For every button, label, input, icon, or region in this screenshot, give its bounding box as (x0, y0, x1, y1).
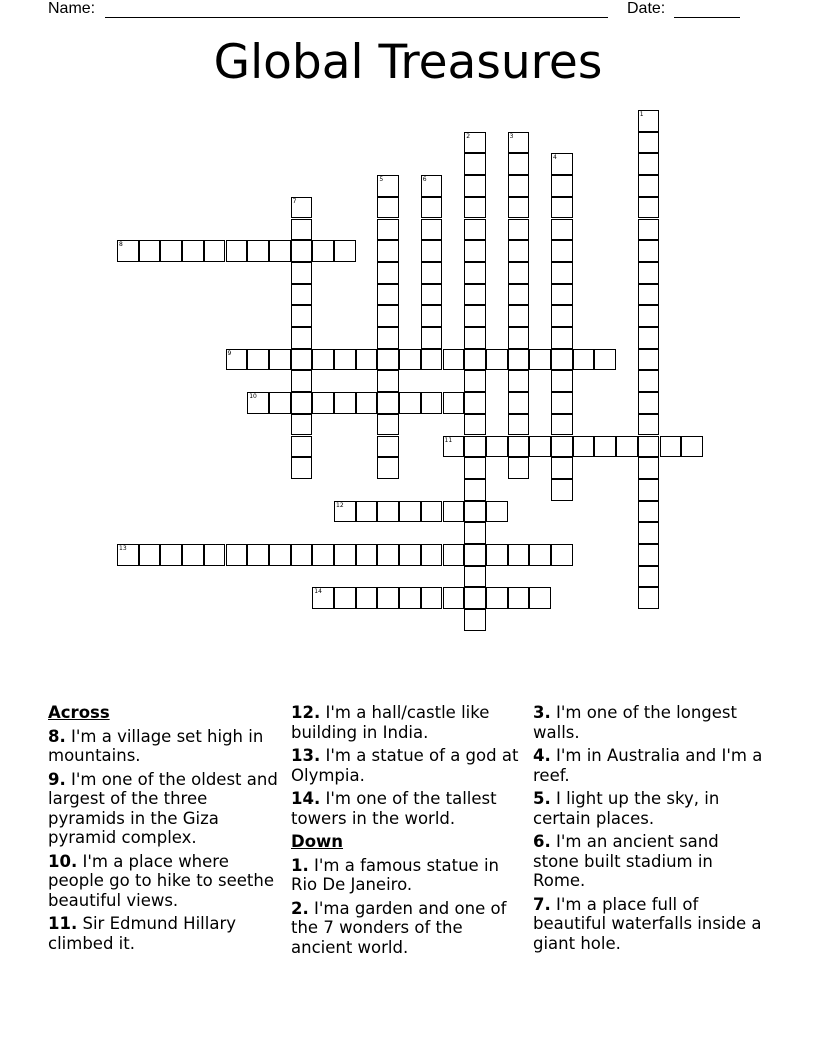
grid-cell[interactable] (464, 370, 486, 392)
grid-cell[interactable] (551, 544, 573, 566)
grid-cell[interactable] (291, 305, 313, 327)
grid-cell[interactable] (399, 544, 421, 566)
grid-cell[interactable] (377, 240, 399, 262)
grid-cell[interactable] (312, 240, 334, 262)
grid-cell[interactable] (421, 305, 443, 327)
grid-cell[interactable] (291, 392, 313, 414)
grid-cell[interactable] (616, 436, 638, 458)
grid-cell[interactable] (464, 587, 486, 609)
clue-text: I'm a place full of beautiful waterfalls inside a giant hole. (533, 894, 762, 953)
grid-cell[interactable] (269, 240, 291, 262)
grid-cell[interactable] (226, 240, 248, 262)
grid-cell[interactable] (638, 501, 660, 523)
clue-number-label: 10. (48, 851, 78, 871)
grid-cell[interactable] (399, 501, 421, 523)
grid-cell[interactable] (356, 392, 378, 414)
grid-cell[interactable] (377, 327, 399, 349)
page-title: Global Treasures (213, 35, 603, 90)
grid-cell[interactable] (464, 392, 486, 414)
grid-cell[interactable] (312, 544, 334, 566)
clues-column-1 (48, 703, 278, 957)
clue-number-label: 7. (533, 894, 551, 914)
clues-column-2 (291, 703, 521, 961)
clue-text: I'm a hall/castle like building in India. (291, 703, 490, 742)
grid-cell[interactable] (638, 457, 660, 479)
grid-cell[interactable] (291, 544, 313, 566)
grid-cell[interactable] (269, 392, 291, 414)
clue (533, 703, 763, 742)
grid-cell[interactable] (421, 349, 443, 371)
grid-cell[interactable] (291, 436, 313, 458)
grid-cell[interactable] (486, 349, 508, 371)
grid-cell[interactable] (269, 349, 291, 371)
clue-number: 14 (314, 588, 322, 596)
grid-cell[interactable] (377, 544, 399, 566)
clue-number: 2 (466, 132, 471, 140)
clue-number: 13 (119, 545, 127, 552)
grid-cell[interactable] (508, 544, 530, 566)
grid-cell[interactable] (334, 587, 356, 609)
grid-cell[interactable] (421, 501, 443, 523)
grid-cell[interactable] (356, 544, 378, 566)
grid-cell[interactable] (551, 327, 573, 349)
clue-number: 3 (509, 132, 514, 140)
clue (533, 895, 763, 954)
grid-cell[interactable] (464, 609, 486, 631)
grid-cell[interactable] (377, 197, 399, 219)
clue-number: 9 (227, 349, 232, 357)
grid-cell[interactable] (377, 587, 399, 609)
clue (48, 852, 278, 911)
clue-number-label: 2. (291, 898, 309, 918)
clue-text: Sir Edmund Hillary climbed it. (48, 914, 236, 953)
grid-cell[interactable] (486, 587, 508, 609)
grid-cell[interactable] (291, 219, 313, 241)
clue-section-heading: Down (291, 832, 344, 851)
grid-cell[interactable] (269, 544, 291, 566)
grid-cell[interactable] (508, 414, 530, 436)
clue-number-label: 13. (291, 746, 321, 765)
grid-cell[interactable] (464, 175, 486, 197)
grid-cell[interactable] (529, 544, 551, 566)
grid-cell[interactable] (551, 479, 573, 501)
grid-cell[interactable] (638, 132, 660, 154)
grid-cell[interactable] (638, 522, 660, 544)
grid-cell[interactable] (291, 370, 313, 392)
grid-cell[interactable] (464, 414, 486, 436)
grid-cell[interactable] (464, 501, 486, 523)
grid-cell[interactable] (356, 587, 378, 609)
grid-cell[interactable] (377, 501, 399, 523)
grid-cell[interactable] (377, 392, 399, 414)
grid-cell[interactable] (377, 370, 399, 392)
grid-cell[interactable] (638, 479, 660, 501)
grid-cell[interactable] (291, 414, 313, 436)
clue (533, 789, 763, 828)
grid-cell[interactable] (464, 522, 486, 544)
grid-cell[interactable] (551, 284, 573, 306)
clue-section-heading: Across (48, 703, 110, 722)
grid-cell[interactable] (551, 414, 573, 436)
clue-number-label: 4. (533, 746, 551, 765)
grid-cell[interactable] (464, 566, 486, 588)
clue (533, 832, 763, 891)
grid-cell[interactable] (377, 305, 399, 327)
grid-cell[interactable] (356, 501, 378, 523)
grid-cell[interactable] (551, 305, 573, 327)
grid-cell[interactable] (421, 262, 443, 284)
grid-cell[interactable] (508, 219, 530, 241)
grid-cell[interactable] (226, 544, 248, 566)
grid-cell[interactable] (638, 349, 660, 371)
grid-cell[interactable] (291, 284, 313, 306)
grid-cell[interactable] (464, 240, 486, 262)
grid-cell[interactable] (551, 370, 573, 392)
grid-cell[interactable] (421, 392, 443, 414)
grid-cell[interactable] (421, 219, 443, 241)
clues-column-3 (533, 703, 763, 957)
date-label: Date: (627, 0, 666, 17)
grid-cell[interactable] (464, 262, 486, 284)
grid-cell[interactable] (638, 219, 660, 241)
grid-cell[interactable] (291, 349, 313, 371)
grid-cell[interactable] (247, 544, 269, 566)
clue-number-label: 14. (291, 789, 321, 808)
grid-cell[interactable] (551, 436, 573, 458)
grid-cell[interactable] (529, 349, 551, 371)
grid-cell[interactable] (421, 544, 443, 566)
grid-cell[interactable] (334, 544, 356, 566)
grid-cell[interactable] (638, 153, 660, 175)
grid-cell[interactable] (508, 305, 530, 327)
grid-cell[interactable] (377, 262, 399, 284)
clue-text: I'm a statue of a god at Olympia. (291, 746, 519, 785)
grid-cell[interactable] (551, 240, 573, 262)
grid-cell[interactable] (377, 284, 399, 306)
name-label: Name: (48, 0, 96, 17)
grid-cell[interactable] (160, 544, 182, 566)
grid-cell[interactable] (182, 240, 204, 262)
clue-text: I'ma garden and one of the 7 wonders of the ancient world. (291, 898, 507, 957)
grid-cell[interactable] (421, 240, 443, 262)
grid-cell[interactable] (247, 349, 269, 371)
grid-cell[interactable] (638, 566, 660, 588)
grid-cell[interactable] (377, 219, 399, 241)
grid-cell[interactable] (508, 457, 530, 479)
clue-text: I'm an ancient sand stone built stadium in Rome. (533, 832, 719, 890)
grid-cell[interactable] (638, 587, 660, 609)
grid-cell[interactable] (377, 414, 399, 436)
clue (48, 727, 278, 766)
grid-cell[interactable] (464, 284, 486, 306)
grid-cell[interactable] (638, 175, 660, 197)
grid-cell[interactable] (334, 349, 356, 371)
grid-cell[interactable] (291, 262, 313, 284)
grid-cell[interactable] (464, 479, 486, 501)
clue (48, 770, 278, 848)
clue-number-label: 12. (291, 703, 321, 722)
grid-cell[interactable] (681, 436, 703, 458)
clue-text: I'm one of the oldest and largest of the three pyramids in the Giza pyramid complex. (48, 769, 278, 847)
grid-cell[interactable] (638, 392, 660, 414)
grid-cell[interactable] (464, 305, 486, 327)
grid-cell[interactable] (486, 501, 508, 523)
grid-cell[interactable] (421, 284, 443, 306)
grid-cell[interactable] (551, 262, 573, 284)
grid-cell[interactable] (638, 262, 660, 284)
grid-cell[interactable] (139, 240, 161, 262)
grid-cell[interactable] (139, 544, 161, 566)
grid-cell[interactable] (399, 392, 421, 414)
grid-cell[interactable] (377, 436, 399, 458)
grid-cell[interactable] (399, 349, 421, 371)
grid-cell[interactable] (638, 370, 660, 392)
clue-text: I'm a famous statue in Rio De Janeiro. (291, 855, 499, 894)
clue-number-label: 11. (48, 914, 78, 933)
clue (291, 899, 521, 958)
grid-cell[interactable] (551, 219, 573, 241)
grid-cell[interactable] (464, 327, 486, 349)
clue-number-label: 5. (533, 789, 551, 808)
grid-cell[interactable] (594, 349, 616, 371)
grid-cell[interactable] (399, 587, 421, 609)
grid-cell[interactable] (508, 262, 530, 284)
clue (291, 703, 521, 742)
grid-cell[interactable] (204, 544, 226, 566)
clue-number-label: 9. (48, 769, 66, 789)
grid-cell[interactable] (508, 153, 530, 175)
clue-text: I'm one of the tallest towers in the world. (291, 789, 497, 828)
clue (48, 914, 278, 953)
clue-number: 5 (379, 176, 384, 184)
grid-cell[interactable] (312, 392, 334, 414)
clue-text: I'm a village set high in mountains. (48, 726, 264, 765)
grid-cell[interactable] (486, 544, 508, 566)
clue (291, 789, 521, 828)
clue-number-label: 8. (48, 726, 66, 746)
grid-cell[interactable] (551, 457, 573, 479)
clue-text: I'm a place where people go to hike to seethe beautiful views. (48, 851, 274, 910)
grid-cell[interactable] (508, 436, 530, 458)
grid-cell[interactable] (443, 392, 465, 414)
grid-cell[interactable] (247, 240, 269, 262)
grid-cell[interactable] (464, 544, 486, 566)
grid-cell[interactable] (551, 349, 573, 371)
grid-cell[interactable] (508, 370, 530, 392)
grid-cell[interactable] (638, 197, 660, 219)
grid-cell[interactable] (421, 327, 443, 349)
grid-cell[interactable] (573, 436, 595, 458)
grid-cell[interactable] (312, 349, 334, 371)
clue-number: 10 (249, 393, 257, 401)
clue-number-label: 6. (533, 832, 551, 851)
grid-cell[interactable] (421, 197, 443, 219)
grid-cell[interactable] (182, 544, 204, 566)
grid-cell[interactable] (291, 240, 313, 262)
grid-cell[interactable] (638, 414, 660, 436)
grid-cell[interactable] (594, 436, 616, 458)
grid-cell[interactable] (508, 284, 530, 306)
grid-cell[interactable] (443, 349, 465, 371)
clue-number: 6 (422, 176, 427, 184)
grid-cell[interactable] (508, 587, 530, 609)
grid-cell[interactable] (486, 436, 508, 458)
grid-cell[interactable] (464, 219, 486, 241)
grid-cell[interactable] (508, 175, 530, 197)
grid-cell[interactable] (508, 197, 530, 219)
grid-cell[interactable] (464, 197, 486, 219)
grid-cell[interactable] (464, 457, 486, 479)
grid-cell[interactable] (356, 349, 378, 371)
grid-cell[interactable] (443, 501, 465, 523)
clue-number: 12 (336, 501, 344, 509)
clue-number: 7 (292, 197, 297, 205)
clue-text: I'm in Australia and I'm a reef. (533, 746, 763, 785)
grid-cell[interactable] (508, 327, 530, 349)
grid-cell[interactable] (377, 349, 399, 371)
grid-cell[interactable] (638, 305, 660, 327)
grid-cell[interactable] (160, 240, 182, 262)
grid-cell[interactable] (508, 392, 530, 414)
clue-number: 11 (444, 436, 453, 444)
grid-cell[interactable] (464, 349, 486, 371)
grid-cell[interactable] (204, 240, 226, 262)
grid-cell[interactable] (421, 587, 443, 609)
clue-number: 4 (553, 154, 557, 162)
grid-cell[interactable] (508, 240, 530, 262)
clue-text: I light up the sky, in certain places. (533, 789, 720, 828)
grid-cell[interactable] (529, 587, 551, 609)
grid-cell[interactable] (291, 327, 313, 349)
grid-cell[interactable] (529, 436, 551, 458)
grid-cell[interactable] (291, 457, 313, 479)
grid-cell[interactable] (638, 240, 660, 262)
grid-cell[interactable] (377, 457, 399, 479)
grid-cell[interactable] (638, 327, 660, 349)
grid-cell[interactable] (551, 197, 573, 219)
grid-cell[interactable] (573, 349, 595, 371)
grid-cell[interactable] (638, 544, 660, 566)
clue-number-label: 3. (533, 703, 551, 722)
clue-text: I'm one of the longest walls. (533, 703, 737, 742)
grid-cell[interactable] (660, 436, 682, 458)
grid-cell[interactable] (551, 175, 573, 197)
grid-cell[interactable] (334, 240, 356, 262)
clue-number-label: 1. (291, 855, 309, 875)
grid-cell[interactable] (443, 544, 465, 566)
clue (533, 746, 763, 785)
grid-cell[interactable] (508, 349, 530, 371)
clue-number: 8 (119, 241, 123, 249)
grid-cell[interactable] (334, 392, 356, 414)
clue (291, 746, 521, 785)
grid-cell[interactable] (443, 587, 465, 609)
grid-cell[interactable] (551, 392, 573, 414)
grid-cell[interactable] (464, 436, 486, 458)
grid-cell[interactable] (464, 153, 486, 175)
grid-cell[interactable] (638, 284, 660, 306)
clue-number: 1 (639, 111, 644, 118)
clue (291, 856, 521, 895)
grid-cell[interactable] (638, 436, 660, 458)
